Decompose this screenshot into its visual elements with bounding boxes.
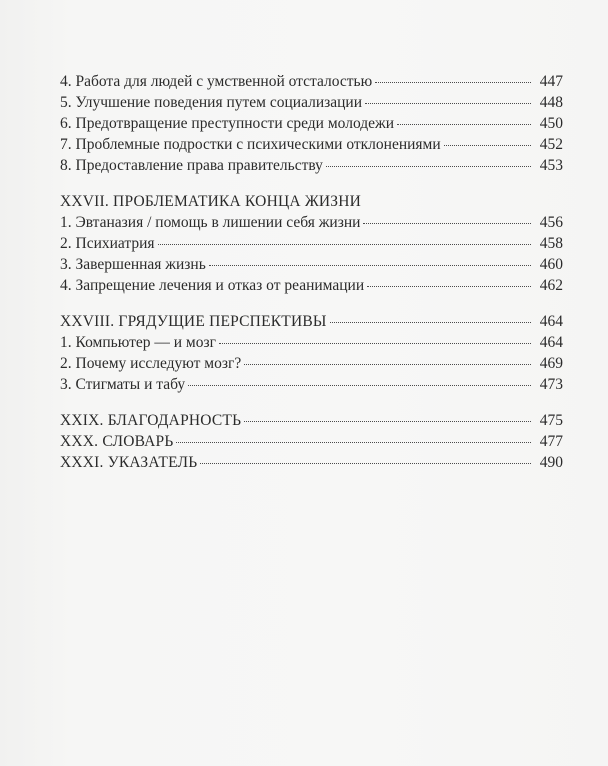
- toc-entry: [60, 374, 563, 395]
- toc-entry-page: 462: [539, 277, 563, 294]
- toc-entry-page: 458: [539, 235, 563, 252]
- toc-chapter-page: 475: [539, 412, 563, 429]
- toc-entry-title: 3. Завершенная жизнь: [60, 256, 206, 273]
- toc-chapter-heading: [60, 410, 563, 431]
- toc-entry-title: 1. Эвтаназия / помощь в лишении себя жизни: [60, 214, 361, 231]
- toc-entry-title: 6. Предотвращение преступности среди молодежи: [60, 115, 395, 132]
- toc-entry-page: 450: [539, 115, 563, 132]
- toc-entry-page: 460: [539, 256, 563, 273]
- toc-entry-page: 456: [539, 214, 563, 231]
- toc-entry-title: 1. Компьютер — и мозг: [60, 334, 216, 351]
- dot-leader: [209, 264, 531, 266]
- toc-chapter-title: XXXI. УКАЗАТЕЛЬ: [60, 454, 198, 471]
- toc-chapter-title: XXX. СЛОВАРЬ: [60, 433, 174, 450]
- dot-leader: [397, 123, 531, 125]
- toc-entry-page: 447: [539, 73, 563, 90]
- toc-chapter-title: XXVIII. ГРЯДУЩИЕ ПЕРСПЕКТИВЫ: [60, 313, 327, 330]
- dot-leader: [375, 81, 531, 83]
- toc-entry-title: 7. Проблемные подростки с психическими отклонениями: [60, 136, 441, 153]
- dot-leader: [200, 462, 531, 464]
- toc-entry: [60, 134, 563, 155]
- dot-leader: [219, 342, 531, 344]
- dot-leader: [330, 321, 531, 323]
- dot-leader: [363, 222, 531, 224]
- toc-section-xxvii: [60, 191, 563, 296]
- toc-chapter-page: 490: [539, 454, 563, 471]
- toc-entry-page: 469: [539, 355, 563, 372]
- dot-leader: [365, 102, 531, 104]
- toc-entry-page: 452: [539, 136, 563, 153]
- toc-section-end-matter: [60, 410, 563, 473]
- toc-entry-title: 2. Психиатрия: [60, 235, 155, 252]
- toc-entry: [60, 113, 563, 134]
- toc-entry: [60, 332, 563, 353]
- dot-leader: [244, 420, 531, 422]
- toc-entry-title: 4. Запрещение лечения и отказ от реанимации: [60, 277, 365, 294]
- dot-leader: [326, 165, 531, 167]
- toc-entry-title: 3. Стигматы и табу: [60, 376, 186, 393]
- toc-entry: [60, 155, 563, 176]
- dot-leader: [158, 243, 531, 245]
- dot-leader: [188, 384, 531, 386]
- toc-entry-title: 2. Почему исследуют мозг?: [60, 355, 242, 372]
- dot-leader: [244, 363, 531, 365]
- dot-leader: [176, 441, 531, 443]
- toc-entry-page: 464: [539, 334, 563, 351]
- dot-leader: [444, 144, 531, 146]
- toc-chapter-heading: [60, 311, 563, 332]
- toc-chapter-title: XXVII. ПРОБЛЕМАТИКА КОНЦА ЖИЗНИ: [60, 193, 362, 210]
- toc-chapter-title: XXIX. БЛАГОДАРНОСТЬ: [60, 412, 242, 429]
- toc-entry: [60, 233, 563, 254]
- toc-entry: [60, 92, 563, 113]
- toc-entry-page: 473: [539, 376, 563, 393]
- toc-entry: [60, 71, 563, 92]
- toc-entry-title: 4. Работа для людей с умственной отсталостью: [60, 73, 373, 90]
- table-of-contents: [60, 71, 563, 488]
- toc-entry: [60, 254, 563, 275]
- toc-section-xxvi-continued: [60, 71, 563, 176]
- toc-chapter-page: 477: [539, 433, 563, 450]
- toc-entry: [60, 212, 563, 233]
- toc-entry-page: 453: [539, 157, 563, 174]
- toc-chapter-heading: [60, 452, 563, 473]
- toc-entry: [60, 353, 563, 374]
- toc-entry-title: 5. Улучшение поведения путем социализации: [60, 94, 363, 111]
- toc-entry: [60, 275, 563, 296]
- dot-leader: [367, 285, 531, 287]
- toc-section-xxviii: [60, 311, 563, 395]
- toc-chapter-heading: [60, 431, 563, 452]
- toc-entry-title: 8. Предоставление права правительству: [60, 157, 323, 174]
- toc-chapter-page: 464: [539, 313, 563, 330]
- toc-chapter-heading: [60, 191, 563, 212]
- toc-entry-page: 448: [539, 94, 563, 111]
